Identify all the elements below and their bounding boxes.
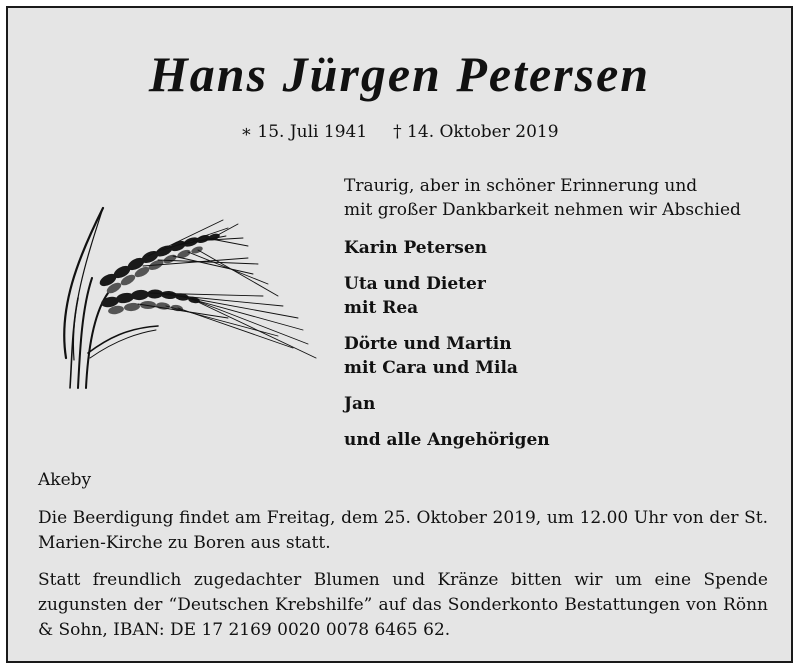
life-dates: [8, 121, 791, 143]
intro-line: mit großer Dankbarkeit nehmen wir Abschied: [344, 200, 741, 220]
mourner-name: Uta und Dieter: [344, 274, 486, 294]
place-name: Akeby: [38, 470, 92, 490]
mourner-name: Jan: [344, 394, 376, 414]
mourner-entry: [344, 236, 550, 260]
mourner-name: mit Cara und Mila: [344, 358, 518, 378]
mourner-name: Dörte und Martin: [344, 334, 512, 354]
mourner-entry: [344, 332, 550, 380]
death-date: † 14. Oktober 2019: [393, 122, 559, 142]
intro-line: Traurig, aber in schöner Erinnerung und: [344, 176, 698, 196]
mourner-entry: [344, 428, 550, 452]
deceased-name: Hans Jürgen Petersen: [148, 46, 651, 102]
mourner-entry: [344, 272, 550, 320]
mourners-list: [344, 236, 550, 464]
mourner-name: mit Rea: [344, 298, 419, 318]
funeral-info: Die Beerdigung findet am Freitag, dem 25. Oktober 2019, um 12.00 Uhr von der St. Marien-Kirche zu Boren aus statt.: [38, 508, 768, 553]
intro-text: [344, 174, 741, 222]
mourner-name: und alle Angehörigen: [344, 430, 550, 450]
obituary-notice: [6, 6, 793, 663]
mourner-name: Karin Petersen: [344, 238, 487, 258]
donation-info: Statt freundlich zugedachter Blumen und Kränze bitten wir um eine Spende zugunsten der “Deutschen Krebshilfe” auf das Sonderkonto Bestattungen von Rönn & Sohn, IBAN: DE 17 2169 0020 0078 6465 62.: [38, 570, 768, 640]
mourner-entry: [344, 392, 550, 416]
wheat-icon: [48, 198, 328, 398]
birth-date: ∗ 15. Juli 1941: [240, 122, 368, 142]
